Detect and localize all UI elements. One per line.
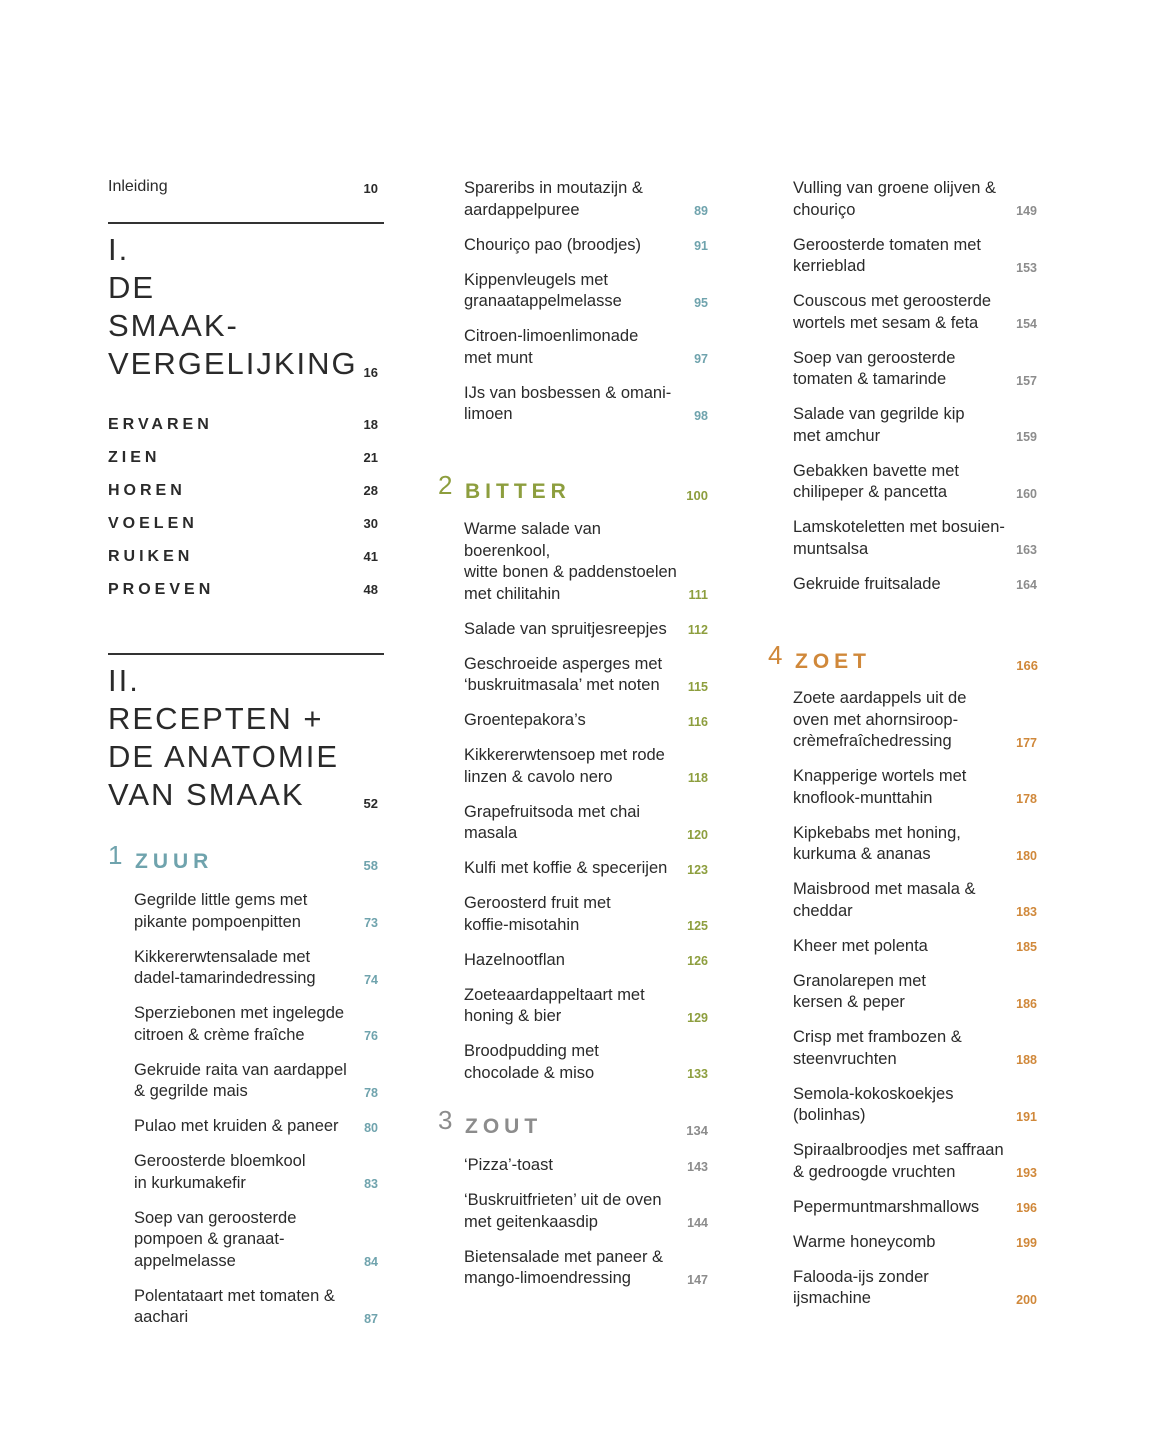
entry-title: Spiraalbroodjes met saffraan & gedroogde vruchten [793, 1141, 1004, 1181]
entry-page: 188 [1016, 1053, 1037, 1067]
entry-title: Gekruide fruitsalade [793, 574, 941, 593]
toc-entry[interactable] [793, 1027, 1037, 1070]
entry-title: Falooda-ijs zonder ijsmachine [793, 1267, 929, 1307]
entry-title: Geroosterd fruit met koffie-misotahin [464, 894, 611, 934]
entry-title: IJs van bosbessen & omani- limoen [464, 383, 672, 423]
section-title: ZUUR [135, 850, 214, 873]
toc-entry[interactable] [793, 1140, 1037, 1183]
entry-page: 144 [687, 1216, 708, 1230]
entry-page: 125 [687, 919, 708, 933]
entry-title: Gekruide raita van aardappel & gegrilde mais [134, 1060, 347, 1100]
entry-page: 30 [363, 516, 378, 531]
entry-page: 73 [364, 916, 378, 930]
toc-entry[interactable] [134, 947, 378, 990]
toc-entry[interactable] [464, 858, 708, 880]
part-2-heading[interactable] [108, 662, 378, 814]
toc-entry-sense[interactable] [108, 408, 378, 441]
entry-page: 48 [363, 582, 378, 597]
part-1-heading[interactable] [108, 231, 378, 383]
toc-entry[interactable] [464, 654, 708, 697]
section-heading-bitter[interactable] [438, 470, 708, 510]
entry-page: 153 [1016, 260, 1037, 275]
entry-title: Polentataart met tomaten & aachari [134, 1286, 335, 1326]
section-title: BITTER [465, 480, 571, 503]
toc-entry[interactable] [793, 1232, 1037, 1254]
entry-title: Sperziebonen met ingelegde citroen & crème fraîche [134, 1004, 345, 1044]
senses-list [108, 408, 378, 606]
entry-title: Kipkebabs met honing, kurkuma & ananas [793, 823, 961, 863]
entry-page: 91 [694, 239, 708, 253]
entry-page: 111 [688, 588, 708, 602]
entry-page: 186 [1016, 996, 1037, 1011]
part-title: I. DE SMAAK- VERGELIJKING [108, 232, 358, 381]
toc-entry[interactable] [793, 1267, 1037, 1310]
entry-page: 89 [694, 204, 708, 218]
entry-title: Pulao met kruiden & paneer [134, 1117, 339, 1135]
zout-entries [464, 1155, 708, 1303]
entry-title: Groentepakora’s [464, 711, 586, 729]
entry-title: Salade van gegrilde kip met amchur [793, 405, 965, 445]
toc-entry[interactable] [793, 517, 1037, 560]
entry-title: Inleiding [108, 178, 168, 195]
entry-title: VOELEN [108, 514, 198, 532]
entry-title: Kulfi met koffie & specerijen [464, 859, 668, 877]
entry-title: ERVAREN [108, 415, 213, 433]
toc-entry[interactable] [793, 1084, 1037, 1127]
entry-title: Zoeteaardappeltaart met honing & bier [464, 985, 645, 1025]
entry-title: Gegrilde little gems met pikante pompoenpitten [134, 891, 308, 931]
toc-entry-sense[interactable] [108, 507, 378, 540]
entry-page: 196 [1016, 1201, 1037, 1215]
toc-entry-intro[interactable] [108, 178, 378, 196]
entry-page: 98 [694, 408, 708, 423]
zuur-entries [134, 890, 378, 1342]
entry-title: Kheer met polenta [793, 936, 928, 955]
section-number: 4 [768, 640, 783, 670]
entry-title: Geroosterde tomaten met kerrieblad [793, 235, 982, 275]
entry-page: 74 [364, 972, 378, 987]
toc-entry[interactable] [134, 1060, 378, 1103]
toc-entry[interactable] [793, 291, 1037, 334]
entry-page: 154 [1016, 317, 1037, 331]
toc-entry[interactable] [464, 326, 708, 369]
entry-page: 80 [364, 1120, 378, 1135]
entry-page: 177 [1016, 735, 1037, 750]
entry-title: Warme honeycomb [793, 1232, 936, 1251]
section-title: ZOET [795, 650, 871, 673]
toc-entry-sense[interactable] [108, 441, 378, 474]
entry-page: 200 [1016, 1292, 1037, 1307]
toc-entry[interactable] [464, 270, 708, 313]
toc-entry[interactable] [134, 1286, 378, 1329]
entry-page: 83 [364, 1177, 378, 1191]
toc-entry-sense[interactable] [108, 540, 378, 573]
entry-page: 160 [1016, 486, 1037, 501]
entry-title: Semola-kokoskoekjes (bolinhas) [793, 1084, 954, 1124]
toc-entry[interactable] [464, 619, 708, 641]
section-page: 58 [363, 858, 378, 873]
entry-title: Vulling van groene olijven & chouriço [793, 179, 997, 219]
section-number: 1 [108, 840, 123, 870]
entry-page: 185 [1016, 940, 1037, 954]
toc-entry[interactable] [464, 519, 708, 605]
toc-entry[interactable] [134, 1208, 378, 1273]
toc-entry[interactable] [134, 1151, 378, 1194]
entry-page: 178 [1016, 792, 1037, 806]
entry-page: 164 [1016, 578, 1037, 592]
entry-title: Hazelnootflan [464, 950, 565, 969]
entry-title: PROEVEN [108, 580, 215, 598]
zout-entries-continued [793, 178, 1037, 609]
entry-title: Geschroeide asperges met ‘buskruitmasala’ met noten [464, 654, 663, 694]
section-heading-zoet[interactable] [768, 640, 1038, 680]
entry-page: 10 [363, 181, 378, 196]
section-number: 2 [438, 470, 453, 500]
toc-entry[interactable] [464, 985, 708, 1028]
toc-entry[interactable] [464, 1247, 708, 1290]
entry-page: 183 [1016, 905, 1037, 919]
toc-entry[interactable] [793, 971, 1037, 1014]
toc-entry[interactable] [134, 890, 378, 933]
section-page: 166 [1016, 658, 1038, 673]
part-page: 16 [363, 365, 378, 380]
toc-entry[interactable] [793, 1197, 1037, 1219]
toc-entry[interactable] [464, 1041, 708, 1084]
entry-title: Lamskoteletten met bosuien- muntsalsa [793, 518, 1005, 558]
entry-page: 41 [363, 549, 378, 564]
entry-title: Spareribs in moutazijn & aardappelpuree [464, 179, 643, 219]
entry-title: Citroen-limoenlimonade met munt [464, 327, 639, 367]
toc-entry[interactable] [793, 936, 1037, 958]
toc-entry[interactable] [793, 574, 1037, 596]
toc-entry[interactable] [793, 879, 1037, 922]
toc-entry[interactable] [464, 802, 708, 845]
toc-entry[interactable] [464, 1155, 708, 1177]
entry-page: 157 [1016, 373, 1037, 388]
entry-title: Kikkererwtensoep met rode linzen & cavolo nero [464, 746, 665, 786]
entry-page: 84 [364, 1255, 378, 1269]
toc-entry[interactable] [793, 461, 1037, 504]
toc-entry[interactable] [134, 1003, 378, 1046]
entry-title: Broodpudding met chocolade & miso [464, 1042, 599, 1082]
section-heading-zuur[interactable] [108, 840, 378, 880]
entry-title: HOREN [108, 481, 186, 499]
toc-entry-sense[interactable] [108, 474, 378, 507]
entry-title: Soep van geroosterde tomaten & tamarinde [793, 348, 956, 388]
toc-entry[interactable] [793, 823, 1037, 866]
toc-entry[interactable] [464, 950, 708, 972]
entry-title: ‘Pizza’-toast [464, 1156, 553, 1174]
entry-title: Soep van geroosterde pompoen & granaat- appelmelasse [134, 1208, 297, 1270]
section-heading-zout[interactable] [438, 1105, 708, 1145]
entry-title: Kikkererwtensalade met dadel-tamarindedressing [134, 947, 316, 987]
divider [108, 653, 384, 655]
entry-title: Pepermuntmarshmallows [793, 1197, 980, 1216]
part-title: II. RECEPTEN + DE ANATOMIE VAN SMAAK [108, 663, 340, 812]
entry-page: 21 [363, 450, 378, 465]
entry-title: Kippenvleugels met granaatappelmelasse [464, 270, 622, 310]
zuur-entries-continued [464, 178, 708, 439]
entry-title: Couscous met geroosterde wortels met sesam & feta [793, 292, 992, 332]
entry-page: 191 [1016, 1109, 1037, 1124]
entry-title: ‘Buskruitfrieten’ uit de oven met geitenkaasdip [464, 1191, 662, 1231]
entry-page: 87 [364, 1311, 378, 1326]
entry-page: 120 [687, 827, 708, 842]
toc-entry[interactable] [464, 1190, 708, 1233]
entry-page: 95 [694, 295, 708, 310]
entry-page: 133 [687, 1067, 708, 1081]
entry-title: Zoete aardappels uit de oven met ahornsiroop- crèmefraîchedressing [793, 689, 967, 750]
entry-page: 147 [687, 1272, 708, 1287]
entry-title: Knapperige wortels met knoflook-munttahin [793, 767, 967, 807]
toc-entry[interactable] [464, 893, 708, 936]
entry-page: 78 [364, 1085, 378, 1100]
section-page: 100 [686, 488, 708, 503]
toc-entry[interactable] [464, 710, 708, 732]
zoet-entries [793, 688, 1037, 1323]
entry-title: Maisbrood met masala & cheddar [793, 880, 976, 920]
entry-title: Salade van spruitjesreepjes [464, 619, 667, 638]
entry-page: 118 [687, 771, 708, 785]
toc-entry[interactable] [793, 688, 1037, 753]
entry-title: Bietensalade met paneer & mango-limoendressing [464, 1247, 664, 1287]
entry-title: Gebakken bavette met chilipeper & pancetta [793, 461, 960, 501]
toc-entry[interactable] [134, 1116, 378, 1138]
entry-title: Geroosterde bloemkool in kurkumakefir [134, 1152, 306, 1192]
entry-page: 116 [687, 714, 708, 729]
section-number: 3 [438, 1105, 453, 1135]
entry-title: Warme salade van boerenkool, witte bonen & paddenstoelen met chilitahin [464, 520, 677, 603]
entry-title: RUIKEN [108, 547, 194, 565]
entry-page: 180 [1016, 848, 1037, 863]
entry-page: 112 [687, 623, 708, 637]
entry-page: 97 [694, 352, 708, 366]
part-page: 52 [363, 796, 378, 811]
entry-page: 126 [687, 954, 708, 968]
entry-page: 123 [687, 862, 708, 877]
entry-title: Crisp met frambozen & steenvruchten [793, 1028, 962, 1068]
toc-entry[interactable] [793, 766, 1037, 809]
toc-entry[interactable] [464, 383, 708, 426]
divider [108, 222, 384, 224]
entry-page: 129 [687, 1010, 708, 1025]
toc-entry[interactable] [793, 235, 1037, 278]
entry-title: Chouriço pao (broodjes) [464, 235, 642, 254]
toc-entry[interactable] [793, 348, 1037, 391]
toc-entry[interactable] [793, 404, 1037, 447]
entry-page: 159 [1016, 430, 1037, 444]
entry-page: 193 [1016, 1166, 1037, 1180]
bitter-entries [464, 519, 708, 1098]
toc-entry[interactable] [464, 745, 708, 788]
entry-title: ZIEN [108, 448, 161, 466]
entry-page: 149 [1016, 204, 1037, 218]
toc-entry[interactable] [464, 235, 708, 257]
toc-entry-sense[interactable] [108, 573, 378, 606]
toc-entry[interactable] [464, 178, 708, 221]
section-page: 134 [686, 1123, 708, 1138]
entry-page: 18 [363, 417, 378, 432]
section-title: ZOUT [465, 1115, 543, 1138]
toc-entry[interactable] [793, 178, 1037, 221]
entry-page: 76 [364, 1029, 378, 1043]
entry-page: 28 [363, 483, 378, 498]
entry-page: 143 [687, 1159, 708, 1174]
entry-page: 163 [1016, 543, 1037, 557]
entry-title: Granolarepen met kersen & peper [793, 971, 926, 1011]
entry-page: 199 [1016, 1236, 1037, 1250]
entry-title: Grapefruitsoda met chai masala [464, 802, 641, 842]
entry-page: 115 [687, 679, 708, 694]
